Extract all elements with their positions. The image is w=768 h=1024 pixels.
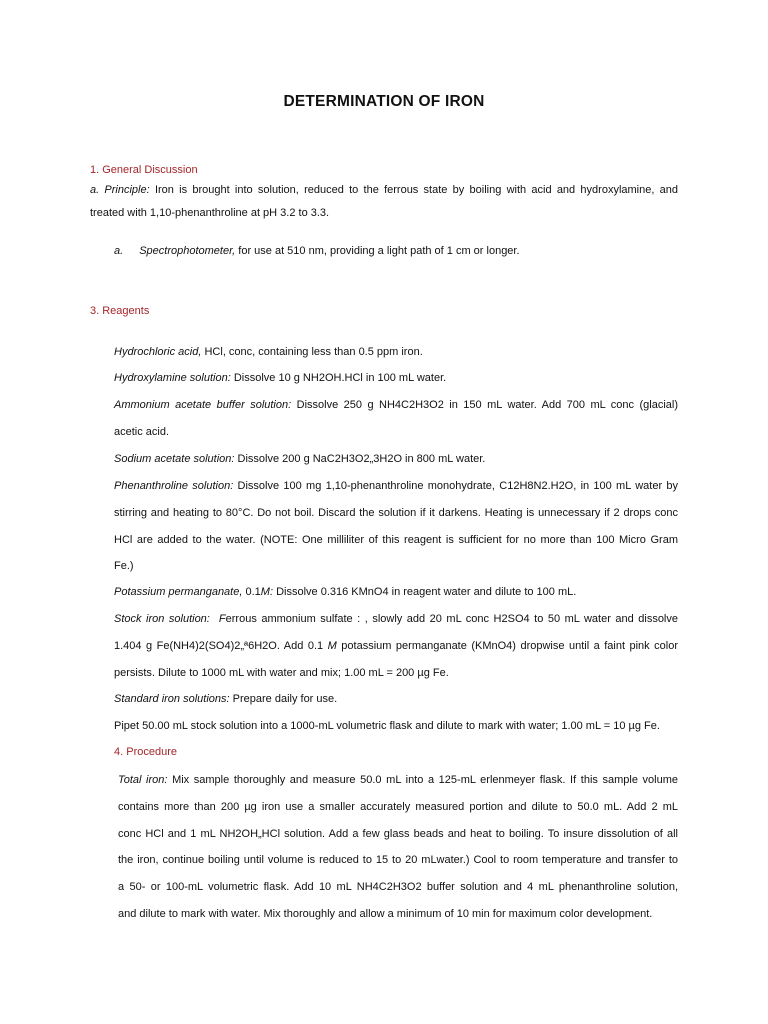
reagent-ammonium-text-1: Dissolve 250 g NH4C2H3O2 in 150 mL water. Add 700 mL conc (glacial) bbox=[296, 399, 678, 411]
reagent-permanganate-conc: 0.1 bbox=[245, 586, 261, 598]
reagent-stock-text-2a: 1.404 g Fe(NH4)2(SO4)2„ª6H2O. Add 0.1 bbox=[114, 640, 324, 652]
reagent-phenanthroline-line-2: stirring and heating to 80°C. Do not boil. Discard the solution if it darkens. Heating is unnecessary if 2 drops conc bbox=[114, 507, 678, 519]
procedure-line-1 bbox=[118, 773, 678, 787]
apparatus-label: Spectrophotometer, bbox=[139, 245, 236, 257]
reagent-stock-text-1a: F bbox=[218, 613, 226, 625]
reagent-phenanthroline-line-3: HCl are added to the water. (NOTE: One milliliter of this reagent is sufficient for no more than 100 Micro Gram bbox=[114, 534, 678, 546]
procedure-line-3: conc HCl and 1 mL NH2OH„HCl solution. Add a few glass beads and heat to boiling. To insure dissolution of all bbox=[118, 828, 678, 840]
reagent-permanganate-text: Dissolve 0.316 KMnO4 in reagent water and dilute to 100 mL. bbox=[276, 586, 577, 598]
procedure-label: Total iron: bbox=[118, 774, 168, 786]
reagent-stock-text-2m: M bbox=[327, 640, 337, 652]
reagent-hydroxylamine bbox=[114, 371, 446, 385]
principle-text-1: Iron is brought into solution, reduced to the ferrous state by boiling with acid and hydroxylamine, and bbox=[154, 184, 679, 196]
reagent-phenanthroline-text-1: Dissolve 100 mg 1,10-phenanthroline monohydrate, C12H8N2.H2O, in 100 mL water by bbox=[237, 480, 679, 492]
apparatus-text: for use at 510 nm, providing a light path of 1 cm or longer. bbox=[238, 245, 520, 257]
reagent-permanganate-molar: M: bbox=[260, 586, 274, 598]
procedure-line-5: a 50- or 100-mL volumetric flask. Add 10 mL NH4C2H3O2 buffer solution and 4 mL phenanthroline solution, bbox=[118, 881, 678, 893]
reagent-sodium-label: Sodium acetate solution: bbox=[114, 453, 235, 465]
reagent-hcl bbox=[114, 345, 423, 359]
apparatus-marker: a. bbox=[114, 245, 124, 257]
reagent-stock-line-1 bbox=[114, 612, 678, 626]
reagent-phenanthroline-line-1 bbox=[114, 479, 678, 493]
reagent-hcl-text: HCl, conc, containing less than 0.5 ppm iron. bbox=[204, 346, 423, 358]
reagent-stock-text-1b: errous ammonium sulfate : , slowly add 20 mL conc H2SO4 to 50 mL water and dissolve bbox=[225, 613, 678, 625]
reagent-sodium-text: Dissolve 200 g NaC2H3O2„3H2O in 800 mL water. bbox=[237, 453, 486, 465]
reagent-sodium bbox=[114, 452, 485, 466]
procedure-line-6: and dilute to mark with water. Mix thoroughly and allow a minimum of 10 min for maximum color development. bbox=[118, 908, 653, 920]
reagent-hydroxylamine-text: Dissolve 10 g NH2OH.HCl in 100 mL water. bbox=[233, 372, 447, 384]
section-heading-procedure: 4. Procedure bbox=[114, 746, 177, 758]
reagent-hydroxylamine-label: Hydroxylamine solution: bbox=[114, 372, 231, 384]
section-heading-general: 1. General Discussion bbox=[90, 164, 198, 176]
reagent-ammonium-line-2: acetic acid. bbox=[114, 426, 170, 438]
reagent-permanganate-label: Potassium permanganate, bbox=[114, 586, 243, 598]
principle-label: a. Principle: bbox=[90, 184, 150, 196]
reagent-standard-pipet: Pipet 50.00 mL stock solution into a 1000-mL volumetric flask and dilute to mark with water; 1.00 mL = 10 µg Fe. bbox=[114, 720, 660, 732]
procedure-text-1: Mix sample thoroughly and measure 50.0 mL into a 125-mL erlenmeyer flask. If this sample volume bbox=[172, 774, 679, 786]
reagent-phenanthroline-line-4: Fe.) bbox=[114, 560, 134, 572]
page-title: DETERMINATION OF IRON bbox=[283, 93, 485, 110]
reagent-ammonium-line-1 bbox=[114, 398, 678, 412]
reagent-standard bbox=[114, 692, 337, 706]
reagent-ammonium-label: Ammonium acetate buffer solution: bbox=[114, 399, 292, 411]
reagent-standard-text: Prepare daily for use. bbox=[232, 693, 338, 705]
procedure-line-2: contains more than 200 µg iron use a smaller accurately measured portion and dilute to 50.0 mL. Add 2 mL bbox=[118, 801, 678, 813]
principle-line-1 bbox=[90, 183, 678, 197]
principle-line-2: treated with 1,10-phenanthroline at pH 3.2 to 3.3. bbox=[90, 207, 330, 219]
reagent-phenanthroline-label: Phenanthroline solution: bbox=[114, 480, 234, 492]
reagent-stock-label: Stock iron solution: bbox=[114, 613, 210, 625]
reagent-stock-text-2b: potassium permanganate (KMnO4) dropwise until a faint pink color bbox=[341, 640, 679, 652]
procedure-line-4: the iron, continue boiling until volume is reduced to 15 to 20 mLwater.) Cool to room temperature and transfer to bbox=[118, 854, 678, 866]
reagent-standard-label: Standard iron solutions: bbox=[114, 693, 230, 705]
reagent-stock-line-3: persists. Dilute to 1000 mL with water and mix; 1.00 mL = 200 µg Fe. bbox=[114, 667, 449, 679]
apparatus-item bbox=[114, 244, 520, 258]
reagent-hcl-label: Hydrochloric acid, bbox=[114, 346, 202, 358]
reagent-stock-line-2 bbox=[114, 639, 678, 653]
reagent-permanganate bbox=[114, 585, 576, 599]
section-heading-reagents: 3. Reagents bbox=[90, 305, 150, 317]
